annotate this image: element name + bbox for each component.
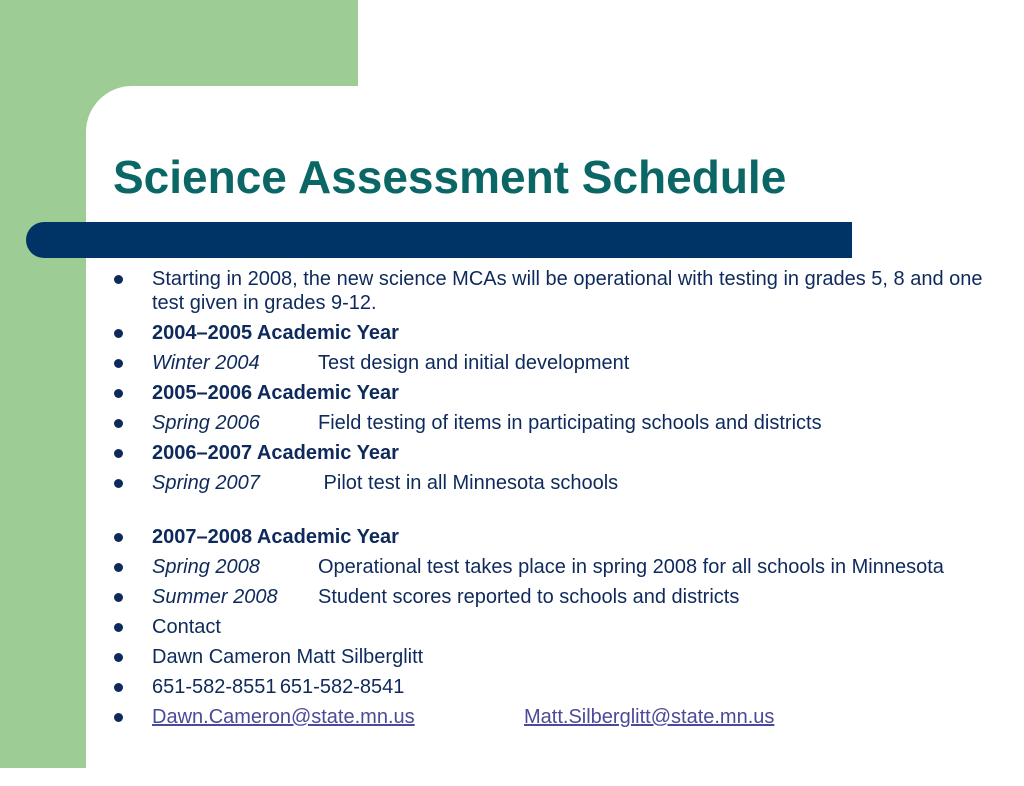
contact-heading: Contact <box>152 616 221 638</box>
bullet-dot-icon <box>114 389 123 398</box>
contact-names: Dawn Cameron Matt Silberglitt <box>152 646 424 668</box>
bullet-dot-icon <box>114 533 123 542</box>
milestone-date: Summer 2008 <box>152 586 278 608</box>
list-item <box>0 321 1024 345</box>
milestone-date: Spring 2006 <box>152 412 260 434</box>
title-underline-bar <box>26 222 852 258</box>
email-link-matt-silberglitt[interactable]: Matt.Silberglitt@state.mn.us <box>524 706 775 728</box>
list-item <box>0 555 1024 579</box>
bullet-dot-icon <box>114 449 123 458</box>
list-item <box>0 675 1024 699</box>
list-item <box>0 645 1024 669</box>
list-item <box>0 705 1024 729</box>
list-item <box>0 351 1024 375</box>
list-item <box>0 525 1024 549</box>
year-heading: 2006–2007 Academic Year <box>152 442 399 464</box>
milestone-text: Test design and initial development <box>318 352 630 374</box>
list-item <box>0 471 1024 495</box>
bullet-dot-icon <box>114 713 123 722</box>
bullet-list <box>0 267 1024 735</box>
bullet-dot-icon <box>114 653 123 662</box>
list-item <box>0 441 1024 465</box>
milestone-text: Operational test takes place in spring 2008 for all schools in Minnesota <box>318 556 944 578</box>
milestone-text: Field testing of items in participating schools and districts <box>318 412 822 434</box>
year-heading: 2007–2008 Academic Year <box>152 526 399 548</box>
bullet-dot-icon <box>114 563 123 572</box>
bullet-dot-icon <box>114 623 123 632</box>
email-link-dawn-cameron[interactable]: Dawn.Cameron@state.mn.us <box>152 706 415 728</box>
list-item <box>0 411 1024 435</box>
milestone-date: Winter 2004 <box>152 352 260 374</box>
milestone-date: Spring 2007 <box>152 472 260 494</box>
bullet-dot-icon <box>114 359 123 368</box>
slide-title: Science Assessment Schedule <box>113 151 787 203</box>
contact-phones: 651-582-8551 651-582-8541 <box>152 676 405 698</box>
milestone-text: Student scores reported to schools and districts <box>318 586 740 608</box>
bullet-dot-icon <box>114 683 123 692</box>
bullet-dot-icon <box>114 329 123 338</box>
list-item <box>0 585 1024 609</box>
milestone-date: Spring 2008 <box>152 556 260 578</box>
list-item <box>0 267 1024 315</box>
bullet-dot-icon <box>114 479 123 488</box>
year-heading: 2005–2006 Academic Year <box>152 382 399 404</box>
bullet-dot-icon <box>114 275 123 284</box>
list-item <box>0 381 1024 405</box>
bullet-dot-icon <box>114 419 123 428</box>
year-heading: 2004–2005 Academic Year <box>152 322 399 344</box>
intro-text: Starting in 2008, the new science MCAs will be operational with testing in grades 5, 8 and one test given in grades 9-12. <box>152 268 983 314</box>
list-item <box>0 615 1024 639</box>
milestone-text: Pilot test in all Minnesota schools <box>318 472 619 494</box>
bullet-dot-icon <box>114 593 123 602</box>
